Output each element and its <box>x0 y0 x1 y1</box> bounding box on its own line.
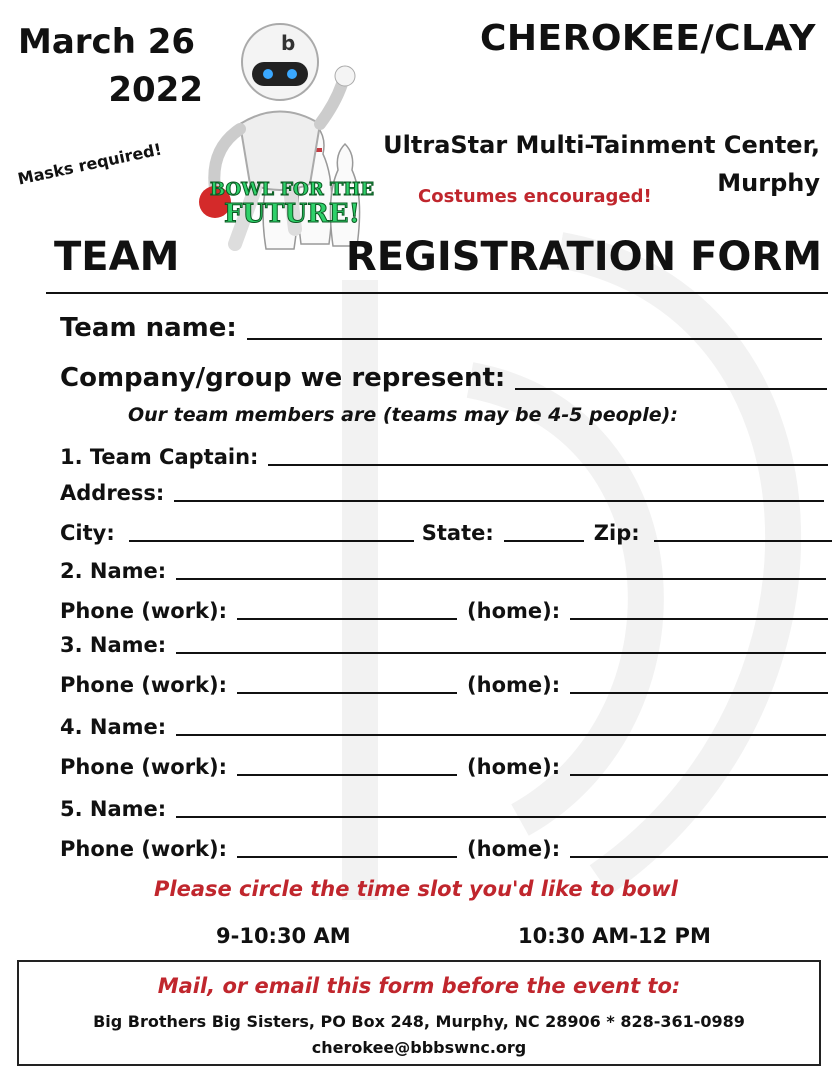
state-field[interactable] <box>504 540 584 542</box>
member5-home-field[interactable] <box>570 856 828 858</box>
member3-name-row <box>60 632 826 658</box>
company-row <box>60 362 827 394</box>
time-slot-1[interactable]: 9-10:30 AM <box>216 924 351 948</box>
contact-email[interactable]: cherokee@bbbswnc.org <box>311 1038 527 1057</box>
member3-name-field[interactable] <box>176 652 826 654</box>
member5-name-label: 5. Name: <box>60 797 167 821</box>
member2-home-label: (home): <box>467 599 561 623</box>
masks-required-note: Masks required! <box>16 139 164 189</box>
address-field[interactable] <box>174 500 824 502</box>
costumes-note: Costumes encouraged! <box>418 186 652 207</box>
county-title: CHEROKEE/CLAY <box>479 18 816 59</box>
mail-instruction: Mail, or email this form before the event to: <box>157 974 681 998</box>
member5-name-row <box>60 796 826 822</box>
city-state-zip-row <box>60 520 832 546</box>
team-name-field[interactable] <box>247 338 822 340</box>
member2-phone-row <box>60 598 828 624</box>
member5-work-label: Phone (work): <box>60 837 228 861</box>
zip-label: Zip: <box>593 521 640 545</box>
member5-name-field[interactable] <box>176 816 826 818</box>
member3-phone-row <box>60 672 828 698</box>
logo-text-line2: FUTURE! <box>224 199 360 229</box>
member4-home-field[interactable] <box>570 774 828 776</box>
member4-work-label: Phone (work): <box>60 755 228 779</box>
time-slot-2[interactable]: 10:30 AM-12 PM <box>518 924 711 948</box>
venue-line2: Murphy <box>717 169 820 197</box>
logo-text-line1: BOWL FOR THE <box>209 179 375 200</box>
svg-text:b: b <box>281 31 296 55</box>
captain-field[interactable] <box>268 464 828 466</box>
mail-info-box <box>17 960 821 1066</box>
member3-work-label: Phone (work): <box>60 673 228 697</box>
mail-address: Big Brothers Big Sisters, PO Box 248, Murphy, NC 28906 * 828-361-0989 <box>93 1012 745 1031</box>
event-date-line2: 2022 <box>108 70 203 110</box>
company-label: Company/group we represent: <box>60 363 506 393</box>
member2-name-row <box>60 558 826 584</box>
member2-work-field[interactable] <box>237 618 457 620</box>
member4-home-label: (home): <box>467 755 561 779</box>
member2-work-label: Phone (work): <box>60 599 228 623</box>
member2-name-label: 2. Name: <box>60 559 167 583</box>
member5-work-field[interactable] <box>237 856 457 858</box>
zip-field[interactable] <box>654 540 832 542</box>
city-label: City: <box>60 521 115 545</box>
venue-line1: UltraStar Multi-Tainment Center, <box>383 131 820 159</box>
address-row <box>60 480 824 506</box>
title-team: TEAM <box>54 234 180 280</box>
logo-text <box>207 178 377 229</box>
member3-name-label: 3. Name: <box>60 633 167 657</box>
captain-label: 1. Team Captain: <box>60 445 259 469</box>
member2-home-field[interactable] <box>570 618 828 620</box>
time-slot-prompt: Please circle the time slot you'd like to bowl <box>154 877 678 901</box>
city-field[interactable] <box>129 540 414 542</box>
member5-phone-row <box>60 836 828 862</box>
member3-work-field[interactable] <box>237 692 457 694</box>
member4-work-field[interactable] <box>237 774 457 776</box>
address-label: Address: <box>60 481 165 505</box>
title-divider <box>46 292 828 294</box>
member4-phone-row <box>60 754 828 780</box>
member4-name-field[interactable] <box>176 734 826 736</box>
state-label: State: <box>421 521 494 545</box>
member5-home-label: (home): <box>467 837 561 861</box>
title-registration-form: REGISTRATION FORM <box>345 234 822 280</box>
member4-name-row <box>60 714 826 740</box>
member3-home-label: (home): <box>467 673 561 697</box>
member4-name-label: 4. Name: <box>60 715 167 739</box>
event-date <box>18 18 203 114</box>
member3-home-field[interactable] <box>570 692 828 694</box>
company-field[interactable] <box>515 388 827 390</box>
captain-row <box>60 444 828 470</box>
member2-name-field[interactable] <box>176 578 826 580</box>
team-name-label: Team name: <box>60 313 237 343</box>
team-name-row <box>60 312 822 344</box>
event-date-line1: March 26 <box>18 22 196 62</box>
bowl-for-the-future-logo <box>185 14 375 254</box>
members-note: Our team members are (teams may be 4-5 people): <box>128 404 678 426</box>
